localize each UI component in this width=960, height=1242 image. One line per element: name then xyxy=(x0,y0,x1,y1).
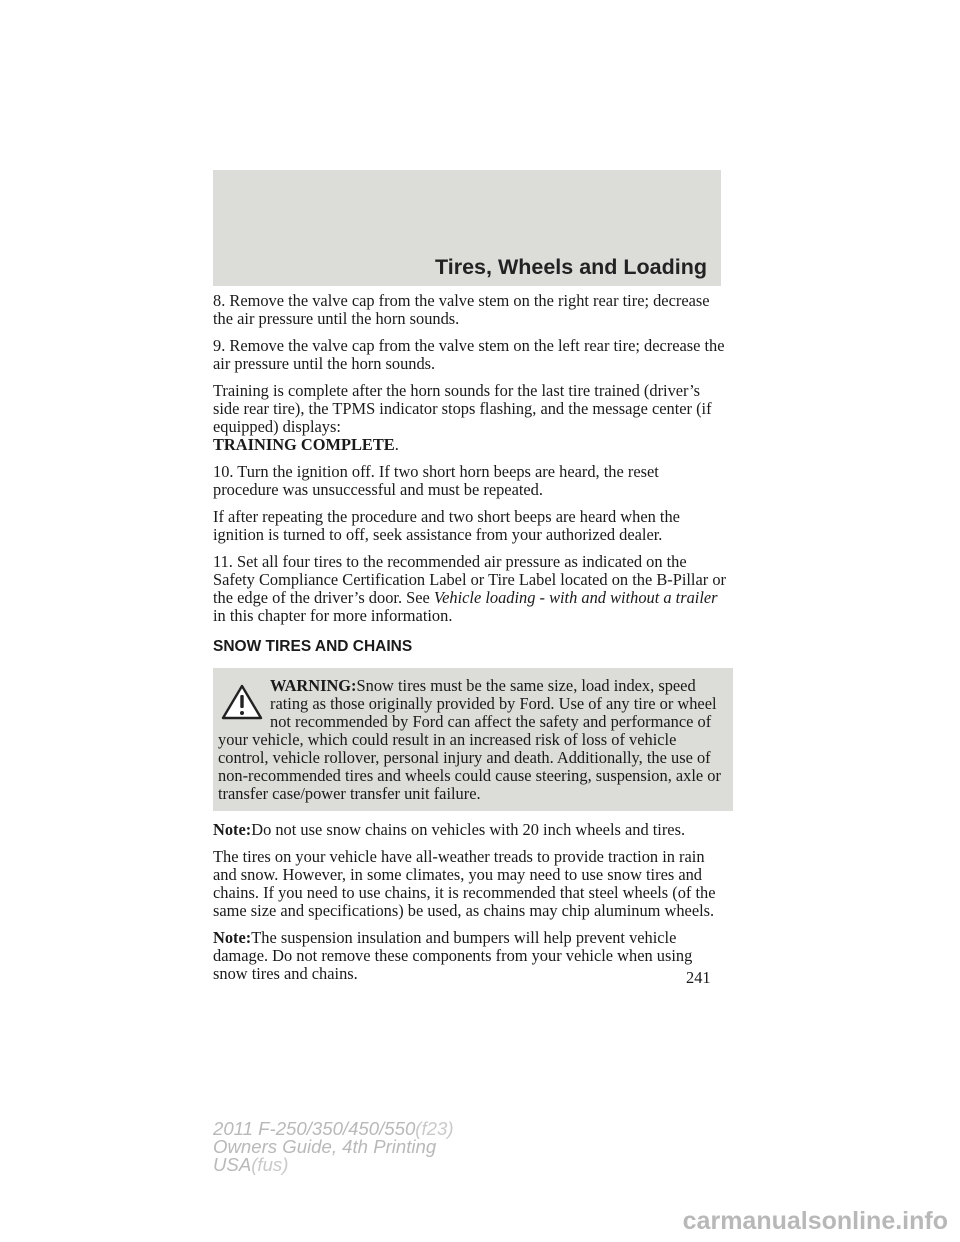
warning-triangle-icon xyxy=(220,683,264,721)
training-period: . xyxy=(394,435,399,454)
footer-market: USA xyxy=(213,1154,252,1175)
section-header-band xyxy=(213,170,721,286)
training-complete-message: TRAINING COMPLETE xyxy=(213,435,395,454)
note-suspension xyxy=(213,929,727,983)
step-11-end: in this chapter for more information. xyxy=(213,606,453,625)
note-label: Note: xyxy=(213,820,252,839)
page-body xyxy=(213,292,727,992)
all-weather-paragraph: The tires on your vehicle have all-weather treads to provide traction in rain and snow. However, in some climates, you may need to use snow tires and chains. If you need to use chains, it is recommended that steel wheels (of the same size and specifications) be used, as chains may chip aluminum wheels. xyxy=(213,847,716,920)
step-9: 9. Remove the valve cap from the valve stem on the left rear tire; decrease the air pressure until the horn sounds. xyxy=(213,336,725,373)
section-heading: SNOW TIRES AND CHAINS xyxy=(213,638,413,655)
footer-model: 2011 F-250/350/450/550 xyxy=(213,1118,416,1139)
note-text: Do not use snow chains on vehicles with 20 inch wheels and tires. xyxy=(251,820,686,839)
step-11 xyxy=(213,553,727,625)
watermark: carmanualsonline.info xyxy=(682,1207,948,1235)
section-title: Tires, Wheels and Loading xyxy=(435,255,707,279)
footer-market-code: (fus) xyxy=(251,1154,289,1175)
footer-model-code: (f23) xyxy=(415,1118,454,1139)
repeat-paragraph: If after repeating the procedure and two short beeps are heard when the ignition is turned to off, seek assistance from your authorized dealer. xyxy=(213,507,680,544)
cross-reference-link[interactable]: Vehicle loading - with and without a trailer xyxy=(433,588,718,607)
footer-guide: Owners Guide, 4th Printing xyxy=(213,1136,437,1157)
note-snow-chains xyxy=(213,821,727,839)
step-10: 10. Turn the ignition off. If two short horn beeps are heard, the reset procedure was unsuccessful and must be repeated. xyxy=(213,462,659,499)
step-11-text: 11. Set all four tires to the recommended air pressure as indicated on the Safety Compliance Certification Label or Tire Label located on the B-Pillar or the edge of the driver’s door. See xyxy=(213,552,726,607)
step-8: 8. Remove the valve cap from the valve stem on the right rear tire; decrease the air pressure until the horn sounds. xyxy=(213,291,710,328)
warning-text: Snow tires must be the same size, load index, speed rating as those originally provided by Ford. Use of any tire or wheel not recommended by Ford can affect the safety and performance of your vehicle, which could result in an increased risk of loss of vehicle control, vehicle rollover, personal injury and death. Additionally, the use of non-recommended tires and wheels could cause steering, suspension, axle or transfer case/power transfer unit failure. xyxy=(218,676,721,803)
page-number: 241 xyxy=(686,968,711,987)
note-label: Note: xyxy=(213,928,252,947)
training-text: Training is complete after the horn sounds for the last tire trained (driver’s side rear tire), the TPMS indicator stops flashing, and the message center (if equipped) displays: xyxy=(213,381,712,436)
training-paragraph xyxy=(213,382,727,454)
warning-box xyxy=(213,668,733,811)
note-text: The suspension insulation and bumpers will help prevent vehicle damage. Do not remove these components from your vehicle when using snow tires and chains. xyxy=(213,928,693,983)
warning-label: WARNING: xyxy=(270,676,357,695)
footer-print-info xyxy=(213,1120,454,1174)
